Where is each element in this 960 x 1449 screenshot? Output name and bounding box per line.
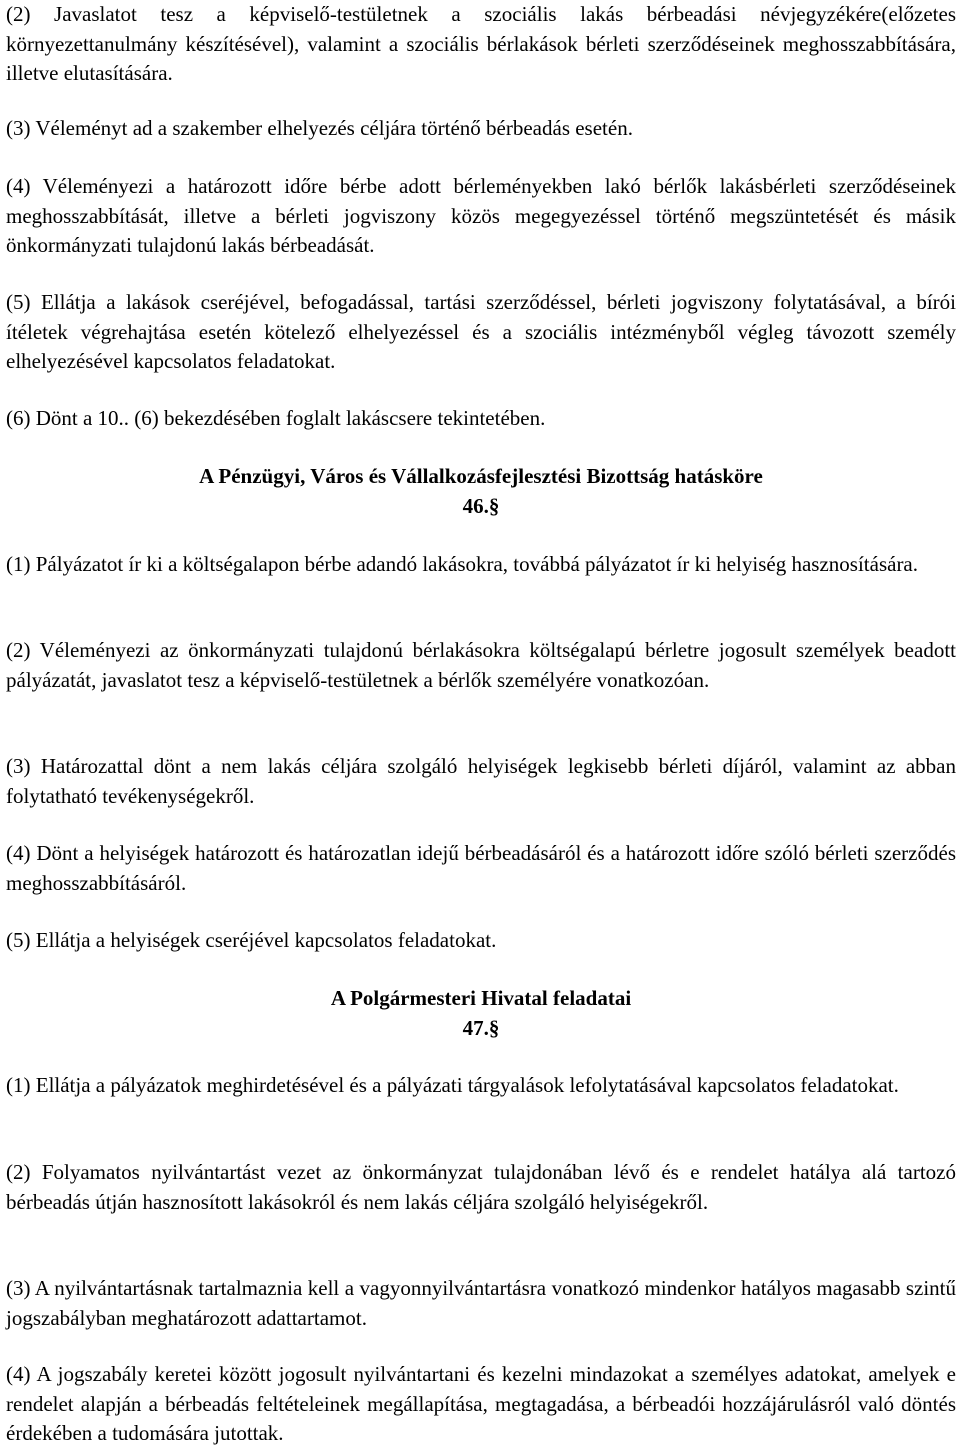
paragraph-3-specialist-housing: (3) Véleményt ad a szakember elhelyezés céljára történő bérbeadás esetén. (6, 116, 633, 140)
section-46-number: 46.§ (462, 494, 500, 518)
paragraph-2-social-housing: (2) Javaslatot tesz a képviselő-testületnek a szociális lakás bérbeadási névjegyzékére(előzetes környezettanulmány készítésével), valamint a szociális bérlakások bérleti szerződéseinek meghosszabbítására, illetve elutasítására. (6, 2, 956, 85)
paragraph-6-exchange-decision: (6) Dönt a 10.. (6) bekezdésében foglalt lakáscsere tekintetében. (6, 406, 546, 430)
section-47-heading: A Polgármesteri Hivatal feladatai (330, 986, 632, 1010)
section-47-paragraph-4: (4) A jogszabály keretei között jogosult nyilvántartani és kezelni mindazokat a személyes adatokat, amelyek e rendelet alapján a bérbeadás feltételeinek megállapítása, megtagadása, a bérbeadói hozzájárulásról való döntés érdekében a tudomására jutottak. (6, 1362, 956, 1445)
section-46-paragraph-4: (4) Dönt a helyiségek határozott és határozatlan idejű bérbeadásáról és a határozott időre szóló bérleti szerződés meghosszabbításáról. (6, 841, 956, 895)
section-47-paragraph-1: (1) Ellátja a pályázatok meghirdetésével és a pályázati tárgyalások lefolytatásával kapcsolatos feladatokat. (6, 1073, 899, 1097)
paragraph-5-housing-exchange: (5) Ellátja a lakások cseréjével, befogadással, tartási szerződéssel, bérleti jogviszony folytatásával, a bírói ítéletek végrehajtása esetén kötelező elhelyezéssel és a szociális intézményből végleg távozott személy elhelyezésével kapcsolatos feladatokat. (6, 290, 956, 373)
section-46-heading: A Pénzügyi, Város és Vállalkozásfejlesztési Bizottság hatásköre (199, 464, 763, 488)
paragraph-4-lease-extension: (4) Véleményezi a határozott időre bérbe adott bérleményekben lakó bérlők lakásbérleti szerződéseinek meghosszabbítását, illetve a bérleti jogviszony közös megegyezéssel történő megszüntetését és másik önkormányzati tulajdonú lakás bérbeadását. (6, 174, 956, 257)
section-46-paragraph-2: (2) Véleményezi az önkormányzati tulajdonú bérlakásokra költségalapú bérletre jogosult személyek beadott pályázatát, javaslatot tesz a képviselő-testületnek a bérlők személyére vonatkozóan. (6, 638, 956, 692)
section-46-paragraph-1: (1) Pályázatot ír ki a költségalapon bérbe adandó lakásokra, továbbá pályázatot ír ki helyiség hasznosítására. (6, 552, 919, 576)
section-46-paragraph-3: (3) Határozattal dönt a nem lakás céljára szolgáló helyiségek legkisebb bérleti díjáról, valamint az abban folytatható tevékenységekről. (6, 754, 956, 808)
section-47-number: 47.§ (462, 1016, 500, 1040)
section-46-paragraph-5: (5) Ellátja a helyiségek cseréjével kapcsolatos feladatokat. (6, 928, 497, 952)
section-47-paragraph-3: (3) A nyilvántartásnak tartalmaznia kell a vagyonnyilvántartásra vonatkozó mindenkor hatályos magasabb szintű jogszabályban meghatározott adattartamot. (6, 1276, 956, 1330)
section-47-paragraph-2: (2) Folyamatos nyilvántartást vezet az önkormányzat tulajdonában lévő és e rendelet hatálya alá tartozó bérbeadás útján hasznosított lakásokról és nem lakás céljára szolgáló helyiségekről. (6, 1160, 956, 1214)
